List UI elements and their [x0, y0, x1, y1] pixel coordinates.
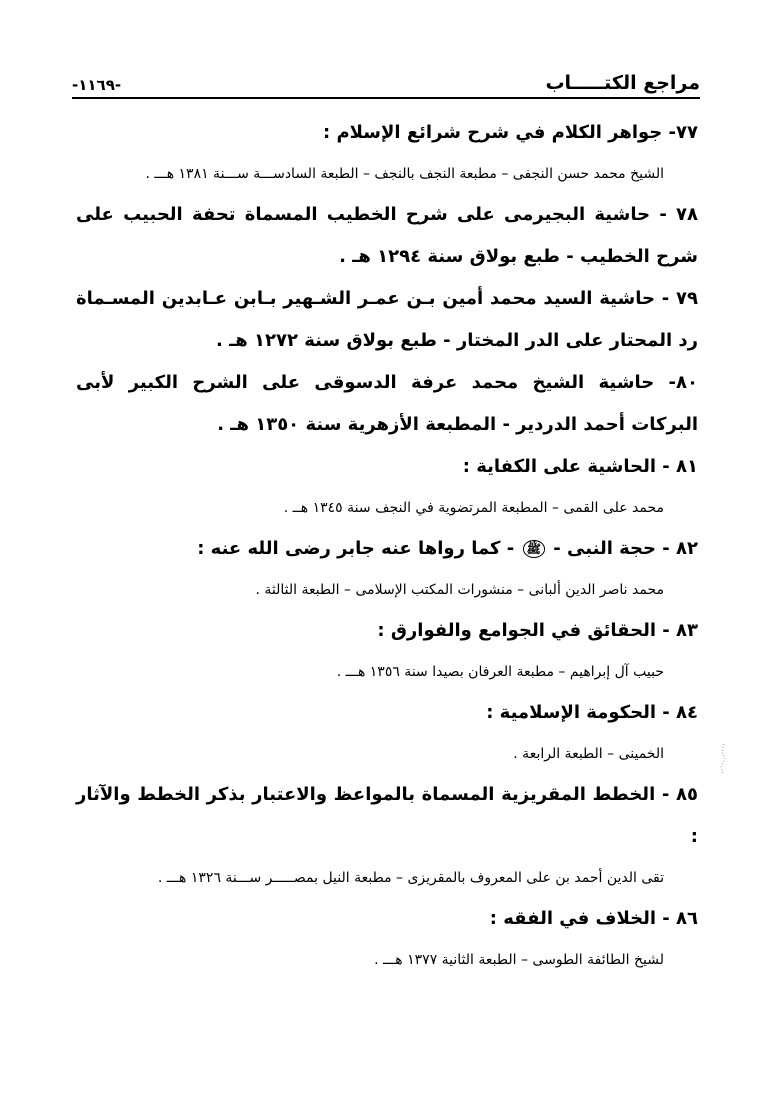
reference-entry — [76, 446, 698, 528]
reference-entry — [76, 194, 698, 278]
page-number: -١١٦٩- — [72, 76, 122, 94]
scan-speck — [712, 742, 730, 782]
honorific-glyph: ﷺ — [523, 540, 546, 558]
reference-entry — [76, 898, 698, 980]
entry-title: ٧٩ - حاشية السيد محمد أمين بـن عمـر الشـهير بـابن عـابدين المسـماة رد المحتار على الدر المختار - طبع بولاق سنة ١٢٧٢ هـ . — [76, 288, 698, 351]
entry-title: ٧٧- جواهر الكلام في شرح شرائع الإسلام : — [322, 122, 698, 143]
entry-detail: محمد ناصر الدين ألبانى – منشورات المكتب الإسلامى – الطبعة الثالثة . — [255, 582, 664, 598]
entry-detail: تقى الدين أحمد بن على المعروف بالمقريزى – مطبعة النيل بمصـــــر ســـنة ١٣٢٦ هـــ . — [157, 870, 664, 886]
entry-title: ٨٠- حاشية الشيخ محمد عرفة الدسوقى على الشرح الكبير لأبى البركات أحمد الدردير - المطبعة الأزهرية سنة ١٣٥٠ هـ . — [76, 372, 698, 435]
reference-entry — [76, 528, 698, 610]
entry-detail: الشيخ محمد حسن النجفى – مطبعة النجف بالنجف – الطبعة السادســـة ســـنة ١٣٨١ هـــ . — [145, 166, 664, 182]
entry-title: ٨٦ - الخلاف في الفقه : — [489, 908, 698, 929]
reference-entry — [76, 278, 698, 362]
entry-title: ٧٨ - حاشية البجيرمى على شرح الخطيب المسماة تحفة الحبيب على شرح الخطيب - طبع بولاق سنة ١٢٩٤ هـ . — [76, 204, 698, 267]
reference-entry — [76, 610, 698, 692]
reference-entry — [76, 774, 698, 898]
entry-title-end: - كما رواها عنه جابر رضى الله عنه : — [197, 538, 515, 559]
entry-detail: حبيب آل إبراهيم – مطبعة العرفان بصيدا سنة ١٣٥٦ هـــ . — [336, 664, 664, 680]
entry-detail: محمد على القمى – المطبعة المرتضوية في النجف سنة ١٣٤٥ هــ . — [283, 500, 664, 516]
entry-detail: الخمينى – الطبعة الرابعة . — [513, 746, 664, 762]
entry-title: ٨٣ - الحقائق في الجوامع والفوارق : — [377, 620, 698, 641]
reference-entry — [76, 692, 698, 774]
entry-detail: لشيخ الطائفة الطوسى – الطبعة الثانية ١٣٧٧ هـــ . — [374, 952, 664, 968]
page-header — [72, 62, 700, 99]
entry-title: ٨١ - الحاشية على الكفاية : — [462, 456, 698, 477]
header-title: مراجع الكتـــــاب — [545, 72, 700, 94]
references-list — [76, 112, 698, 980]
entry-title: ٨٤ - الحكومة الإسلامية : — [486, 702, 698, 723]
entry-title: ٨٥ - الخطط المقريزية المسماة بالمواعظ والاعتبار بذكر الخطط والآثار : — [76, 784, 698, 847]
entry-title-start: ٨٢ - حجة النبى - — [553, 538, 698, 559]
reference-entry — [76, 112, 698, 194]
reference-entry — [76, 362, 698, 446]
entry-title — [76, 528, 698, 570]
